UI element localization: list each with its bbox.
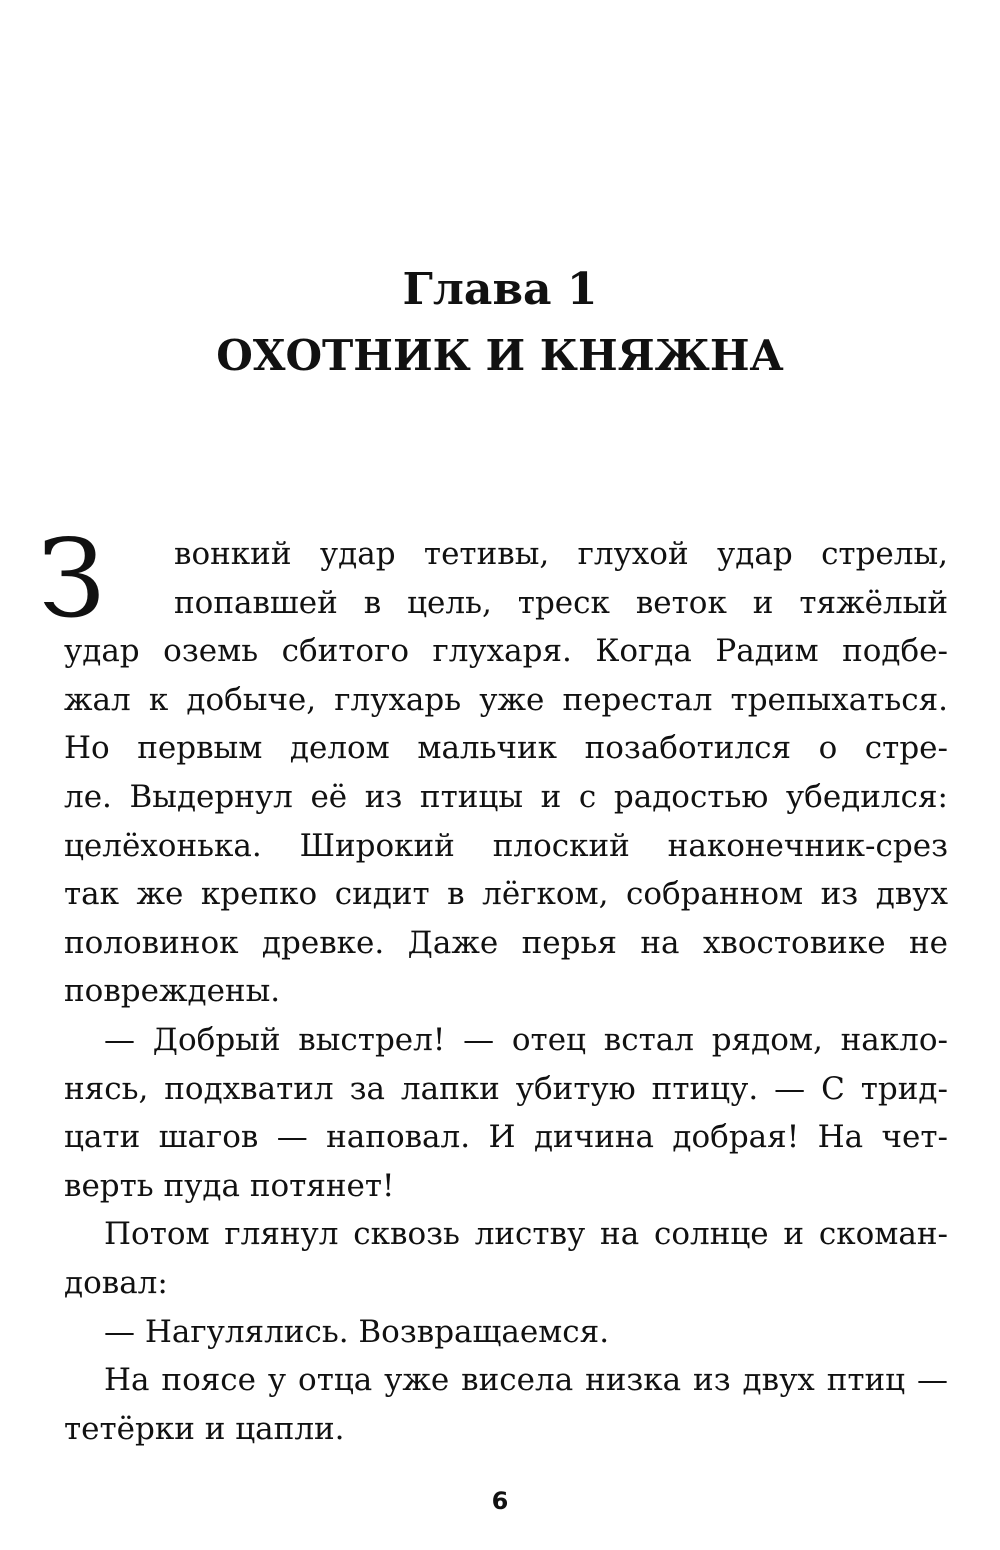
text-line: удар оземь сбитого глухаря. Когда Радим подбе- [64, 633, 948, 670]
text-line: — Добрый выстрел! — отец встал рядом, накло- [104, 1021, 948, 1058]
chapter-number: Глава 1 [402, 264, 598, 315]
text-line: нясь, подхватил за лапки убитую птицу. — С трид- [64, 1070, 948, 1107]
text-line: — Нагулялись. Возвращаемся. [104, 1313, 610, 1350]
text-line: вонкий удар тетивы, глухой удар стрелы, [174, 536, 948, 572]
text-line: цати шагов — наповал. И дичина добрая! На чет- [64, 1119, 948, 1156]
text-line: так же крепко сидит в лёгком, собранном из двух [64, 876, 948, 913]
text-line: жал к добыче, глухарь уже перестал трепыхаться. [64, 681, 948, 718]
text-line: Но первым делом мальчик позаботился о стре- [64, 730, 948, 767]
text-line: Потом глянул сквозь листву на солнце и скоман- [104, 1216, 948, 1253]
chapter-title: ОХОТНИК И КНЯЖНА [216, 331, 784, 380]
text-line: целёхонька. Широкий плоский наконечник-срез [64, 827, 948, 864]
body-text [64, 530, 948, 1453]
text-line: довал: [64, 1264, 168, 1301]
text-line: тетёрки и цапли. [64, 1410, 345, 1447]
text-line: повреждены. [64, 973, 281, 1010]
page-number: 6 [491, 1487, 509, 1515]
drop-cap-letter: З [38, 517, 106, 642]
text-line: ле. Выдернул её из птицы и с радостью убедился: [64, 778, 948, 815]
text-line: попавшей в цель, треск веток и тяжёлый [174, 584, 948, 621]
text-line: На поясе у отца уже висела низка из двух птиц — [104, 1362, 948, 1399]
text-line: половинок древке. Даже перья на хвостовике не [64, 924, 948, 961]
text-line: верть пуда потянет! [64, 1167, 395, 1204]
